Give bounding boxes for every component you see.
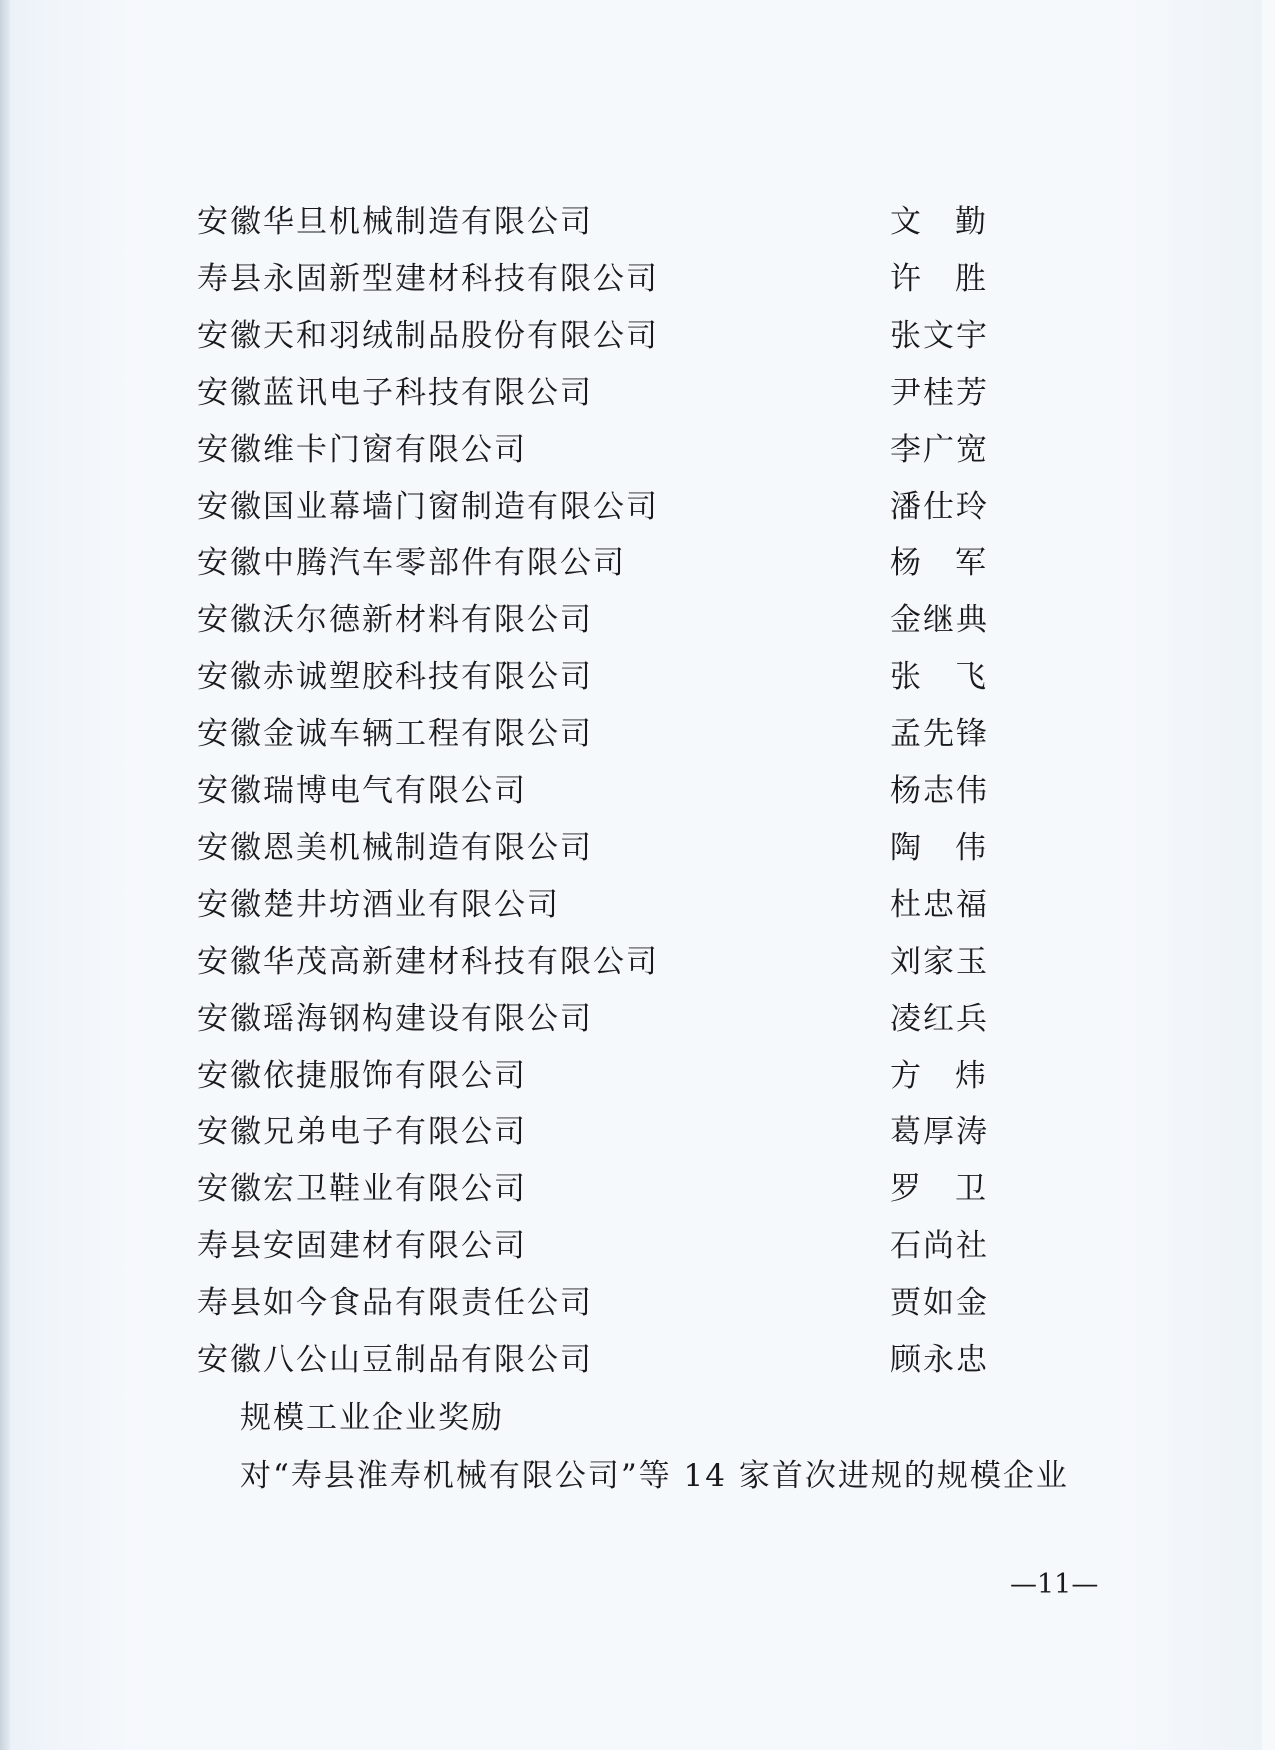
company-name: 安徽瑶海钢构建设有限公司 <box>197 1000 593 1037</box>
company-name: 安徽宏卫鞋业有限公司 <box>197 1171 527 1208</box>
company-name: 安徽华茂高新建材科技有限公司 <box>197 943 659 980</box>
company-name: 安徽赤诚塑胶科技有限公司 <box>197 659 593 696</box>
person-name: 贾如金 <box>890 1285 989 1322</box>
person-name: 李广宽 <box>890 431 989 468</box>
company-name: 安徽金诚车辆工程有限公司 <box>197 716 593 753</box>
company-name: 安徽华旦机械制造有限公司 <box>197 204 593 240</box>
list-item <box>197 714 997 754</box>
person-name: 文勤 <box>890 204 988 240</box>
list-item <box>197 1056 997 1096</box>
person-name: 方炜 <box>890 1057 988 1094</box>
company-name: 安徽中腾汽车零部件有限公司 <box>197 545 626 582</box>
person-name: 金继典 <box>890 602 989 639</box>
company-name: 安徽瑞博电气有限公司 <box>197 773 527 809</box>
person-name: 张飞 <box>890 659 988 696</box>
person-name: 杨军 <box>890 545 988 582</box>
list-item <box>197 430 997 470</box>
person-name: 顾永忠 <box>890 1342 989 1378</box>
list-item <box>197 373 997 413</box>
page-edge-shadow <box>0 0 10 1750</box>
person-name: 尹桂芳 <box>890 374 989 411</box>
list-item <box>197 1283 997 1323</box>
person-name: 凌红兵 <box>890 1000 989 1037</box>
company-name: 安徽天和羽绒制品股份有限公司 <box>197 317 659 354</box>
list-item <box>197 259 997 299</box>
company-name: 安徽楚井坊酒业有限公司 <box>197 886 560 923</box>
company-name: 安徽维卡门窗有限公司 <box>197 431 527 468</box>
person-name: 张文宇 <box>890 317 989 354</box>
person-name: 杨志伟 <box>890 773 989 809</box>
list-item <box>197 1112 997 1152</box>
list-item <box>197 942 997 982</box>
list-item <box>197 885 997 925</box>
company-name: 寿县如今食品有限责任公司 <box>197 1285 593 1322</box>
scan-margin <box>1262 0 1275 1750</box>
list-item <box>197 487 997 527</box>
person-name: 刘家玉 <box>890 943 989 980</box>
list-item <box>197 828 997 868</box>
page-number: —11— <box>1010 1569 1099 1600</box>
company-name: 安徽八公山豆制品有限公司 <box>197 1342 593 1378</box>
person-name: 罗卫 <box>890 1171 988 1208</box>
person-name: 陶伟 <box>890 829 988 866</box>
body-paragraph: 对“寿县淮寿机械有限公司”等 14 家首次进规的规模企业 <box>240 1458 1069 1494</box>
person-name: 石尚社 <box>890 1228 989 1265</box>
list-item <box>197 600 997 640</box>
company-name: 安徽依捷服饰有限公司 <box>197 1057 527 1094</box>
list-item <box>197 1226 997 1266</box>
list-item <box>197 202 997 242</box>
list-item <box>197 316 997 356</box>
section-heading: 规模工业企业奖励 <box>240 1400 504 1436</box>
list-item <box>197 543 997 583</box>
company-name: 安徽蓝讯电子科技有限公司 <box>197 374 593 411</box>
person-name: 葛厚涛 <box>890 1114 989 1151</box>
person-name: 杜忠福 <box>890 886 989 923</box>
person-name: 孟先锋 <box>890 716 989 753</box>
list-item <box>197 657 997 697</box>
list-item <box>197 1340 997 1380</box>
company-name: 安徽恩美机械制造有限公司 <box>197 829 593 866</box>
company-name: 寿县永固新型建材科技有限公司 <box>197 260 659 297</box>
company-name: 安徽兄弟电子有限公司 <box>197 1114 527 1151</box>
company-name: 安徽沃尔德新材料有限公司 <box>197 602 593 639</box>
person-name: 许胜 <box>890 260 988 297</box>
person-name: 潘仕玲 <box>890 488 989 525</box>
list-item <box>197 1169 997 1209</box>
list-item <box>197 771 997 811</box>
company-name: 寿县安固建材有限公司 <box>197 1228 527 1265</box>
list-item <box>197 999 997 1039</box>
company-name: 安徽国业幕墙门窗制造有限公司 <box>197 488 659 525</box>
